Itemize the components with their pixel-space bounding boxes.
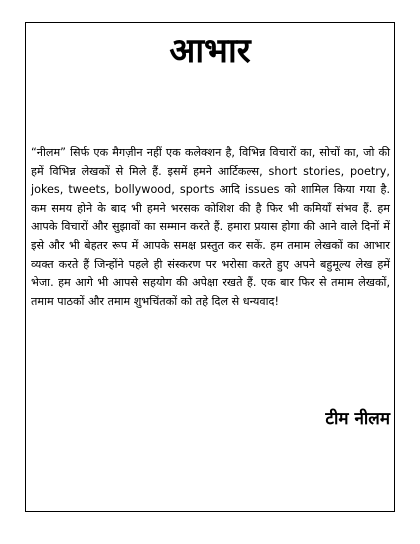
- page-frame: [25, 22, 395, 512]
- signature: टीम नीलम: [325, 409, 390, 429]
- acknowledgement-paragraph: “नीलम” सिर्फ एक मैगज़ीन नहीं एक कलेक्शन है, विभिन्न विचारों का, सोचों का, जो की हमें विभिन्न लेखकों से मिले हैं. इसमें हमने आर्टिकल्स, short stories, poetry, jokes, tweets, bollywood, sports आदि issues को शामिल किया गया है. कम समय होने के बाद भी हमने भरसक कोशिश की है फिर भी कमियाँ संभव हैं. हम आपके विचारों और सुझावों का सम्मान करते हैं. हमारा प्रयास होगा की आने वाले दिनों में इसे और भी बेहतर रूप में आपके समक्ष प्रस्तुत कर सकें. हम तमाम लेखकों का आभार व्यक्त करते हैं जिन्होंने पहले ही संस्करण पर भरोसा करते हुए अपने बहुमूल्य लेख हमें भेजा. हम आगे भी आपसे सहयोग की अपेक्षा रखते हैं. एक बार फिर से तमाम लेखकों, तमाम पाठकों और तमाम शुभचिंतकों को तहे दिल से धन्यवाद!: [31, 146, 390, 308]
- page-title: आभार: [169, 31, 251, 71]
